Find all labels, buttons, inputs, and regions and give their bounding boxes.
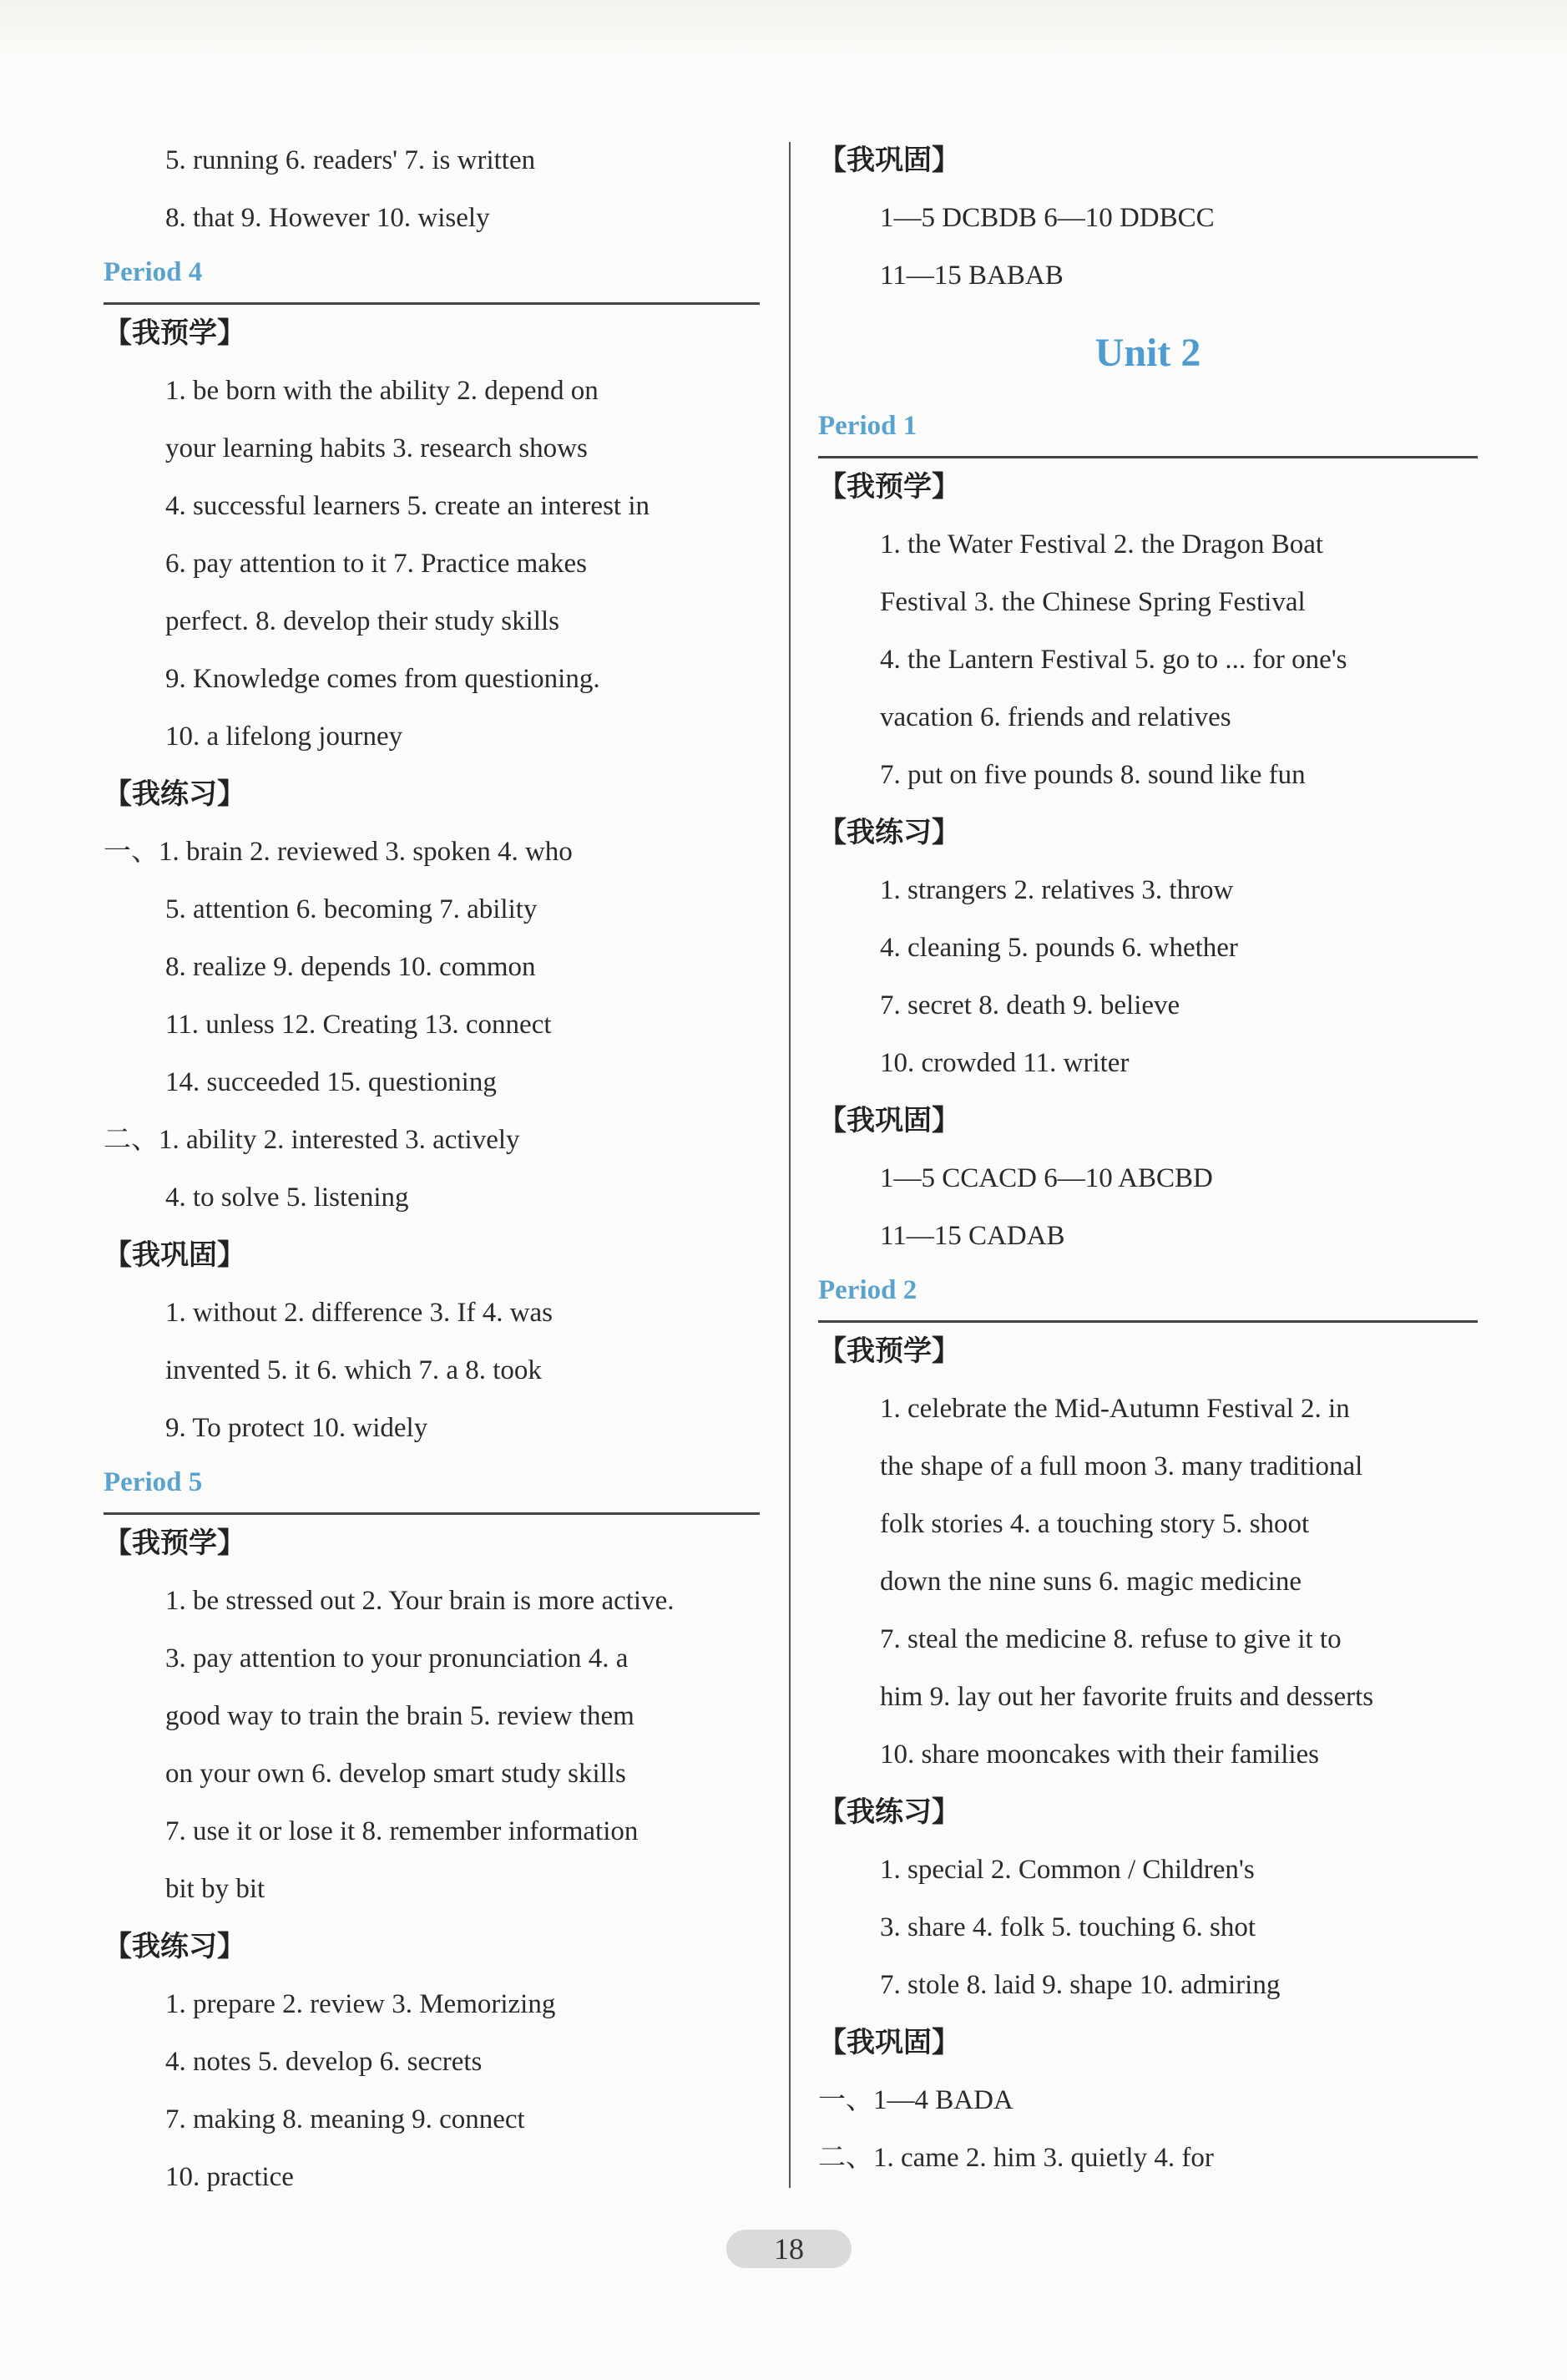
- answer-line: 9. Knowledge comes from questioning.: [165, 664, 600, 694]
- answer-line: 1. prepare 2. review 3. Memorizing: [165, 1989, 556, 2019]
- answer-line: 11. unless 12. Creating 13. connect: [165, 1010, 552, 1040]
- answer-line: 11—15 BABAB: [880, 261, 1064, 291]
- answer-line: vacation 6. friends and relatives: [880, 702, 1231, 732]
- answer-line: 10. a lifelong journey: [165, 722, 403, 752]
- answer-line: the shape of a full moon 3. many traditional: [880, 1451, 1363, 1481]
- answer-line: 7. steal the medicine 8. refuse to give it to: [880, 1624, 1342, 1654]
- answer-line: 1. be born with the ability 2. depend on: [165, 376, 599, 406]
- answer-line: 7. stole 8. laid 9. shape 10. admiring: [880, 1970, 1281, 2000]
- answer-line: 10. crowded 11. writer: [880, 1048, 1130, 1078]
- answer-line: on your own 6. develop smart study skills: [165, 1759, 626, 1789]
- period-heading: Period 5: [104, 1457, 760, 1515]
- column-divider: [789, 142, 791, 2188]
- answer-line: 7. making 8. meaning 9. connect: [165, 2104, 525, 2134]
- answer-line: 11—15 CADAB: [880, 1221, 1065, 1251]
- answer-line: 4. notes 5. develop 6. secrets: [165, 2047, 483, 2077]
- answer-line: down the nine suns 6. magic medicine: [880, 1567, 1302, 1597]
- answer-line: 5. attention 6. becoming 7. ability: [165, 894, 538, 924]
- period-heading: Period 1: [818, 401, 1478, 458]
- answer-line: 5. running 6. readers' 7. is written: [165, 145, 536, 175]
- unit-title: Unit 2: [1094, 331, 1201, 375]
- section-label: 【我练习】: [104, 777, 245, 811]
- section-label: 【我巩固】: [104, 1238, 245, 1272]
- section-label: 【我预学】: [104, 1527, 245, 1560]
- answer-line: 二、1. came 2. him 3. quietly 4. for: [818, 2143, 1214, 2173]
- answer-line: him 9. lay out her favorite fruits and desserts: [880, 1682, 1374, 1712]
- answer-line: 1. strangers 2. relatives 3. throw: [880, 875, 1234, 905]
- answer-line: your learning habits 3. research shows: [165, 433, 588, 463]
- section-label: 【我巩固】: [818, 144, 960, 177]
- section-label: 【我练习】: [818, 1795, 960, 1829]
- section-label: 【我练习】: [818, 816, 960, 849]
- answer-line: 1—5 CCACD 6—10 ABCBD: [880, 1163, 1213, 1193]
- answer-line: 9. To protect 10. widely: [165, 1413, 428, 1443]
- right-column: [818, 132, 1478, 2187]
- answer-line: 4. to solve 5. listening: [165, 1182, 409, 1213]
- answer-line: 3. share 4. folk 5. touching 6. shot: [880, 1912, 1256, 1942]
- answer-line: folk stories 4. a touching story 5. shoot: [880, 1509, 1310, 1539]
- answer-line: 一、1. brain 2. reviewed 3. spoken 4. who: [104, 837, 573, 867]
- answer-line: perfect. 8. develop their study skills: [165, 606, 559, 636]
- page-edge-shadow: [0, 0, 1567, 58]
- page-number: 18: [726, 2230, 852, 2268]
- section-label: 【我练习】: [104, 1930, 245, 1963]
- answer-line: 8. realize 9. depends 10. common: [165, 952, 536, 982]
- answer-line: 4. successful learners 5. create an interest in: [165, 491, 650, 521]
- answer-line: 1. be stressed out 2. Your brain is more active.: [165, 1586, 675, 1616]
- answer-line: 10. share mooncakes with their families: [880, 1739, 1320, 1770]
- answer-line: 7. put on five pounds 8. sound like fun: [880, 760, 1306, 790]
- section-label: 【我预学】: [818, 470, 960, 504]
- answer-line: 一、1—4 BADA: [818, 2085, 1013, 2115]
- section-label: 【我巩固】: [818, 2026, 960, 2059]
- answer-line: 1. the Water Festival 2. the Dragon Boat: [880, 529, 1324, 560]
- answer-line: 6. pay attention to it 7. Practice makes: [165, 549, 587, 579]
- answer-line: Festival 3. the Chinese Spring Festival: [880, 587, 1306, 617]
- answer-line: 7. use it or lose it 8. remember information: [165, 1816, 639, 1846]
- section-label: 【我预学】: [818, 1334, 960, 1368]
- answer-line: good way to train the brain 5. review them: [165, 1701, 634, 1731]
- answer-line: invented 5. it 6. which 7. a 8. took: [165, 1355, 542, 1385]
- answer-line: 1. special 2. Common / Children's: [880, 1855, 1255, 1885]
- answer-line: bit by bit: [165, 1874, 265, 1904]
- answer-line: 10. practice: [165, 2162, 294, 2192]
- answer-line: 4. the Lantern Festival 5. go to ... for one's: [880, 645, 1347, 675]
- answer-line: 8. that 9. However 10. wisely: [165, 203, 490, 233]
- section-label: 【我预学】: [104, 316, 245, 350]
- period-heading: Period 2: [818, 1265, 1478, 1323]
- answer-line: 1. celebrate the Mid-Autumn Festival 2. in: [880, 1394, 1350, 1424]
- answer-line: 7. secret 8. death 9. believe: [880, 990, 1180, 1020]
- answer-line: 4. cleaning 5. pounds 6. whether: [880, 933, 1238, 963]
- section-label: 【我巩固】: [818, 1104, 960, 1137]
- answer-line: 14. succeeded 15. questioning: [165, 1067, 497, 1097]
- answer-line: 1—5 DCBDB 6—10 DDBCC: [880, 203, 1215, 233]
- answer-line: 3. pay attention to your pronunciation 4. a: [165, 1643, 629, 1674]
- answer-line: 1. without 2. difference 3. If 4. was: [165, 1298, 554, 1328]
- answer-line: 二、1. ability 2. interested 3. actively: [104, 1125, 520, 1155]
- left-column: [104, 132, 760, 2206]
- period-heading: Period 4: [104, 247, 760, 305]
